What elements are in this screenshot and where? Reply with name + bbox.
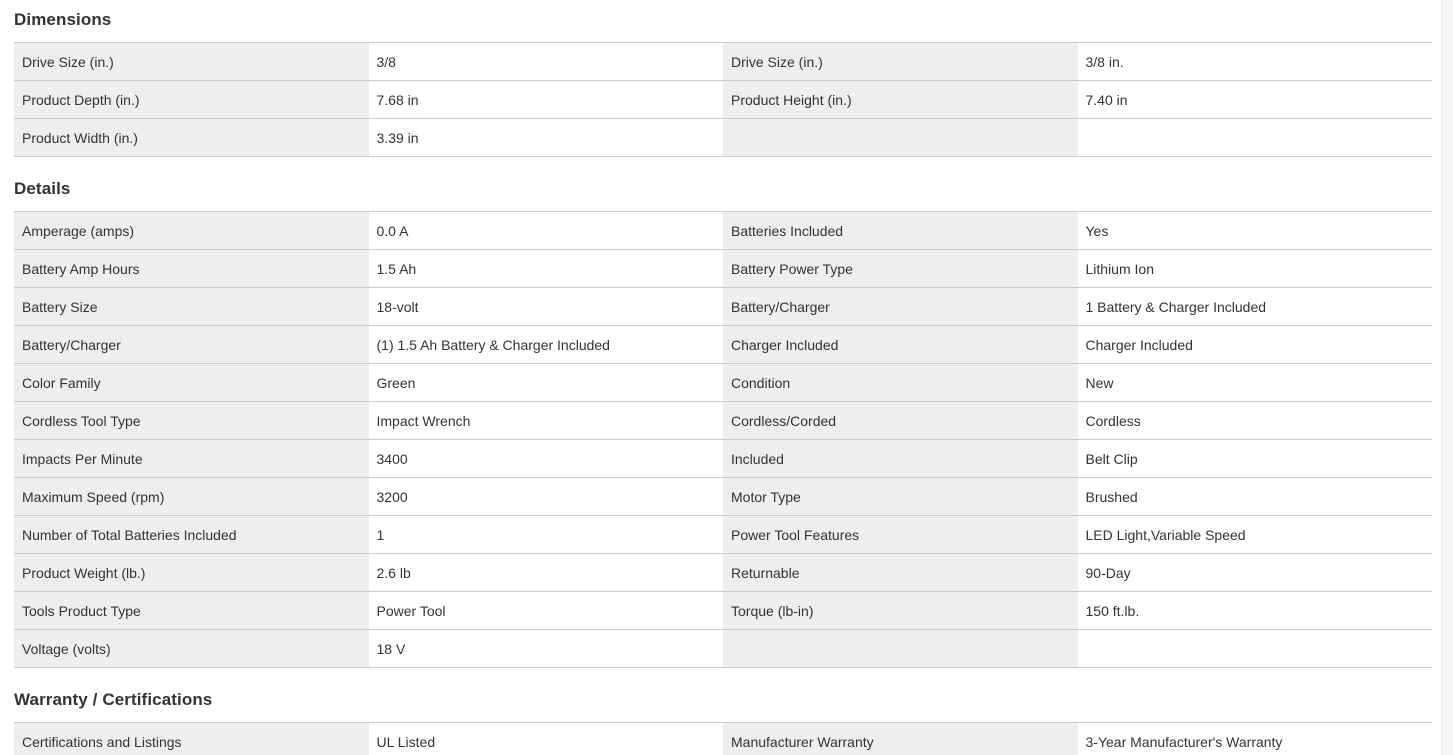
spec-value: 2.6 lb: [369, 554, 724, 591]
spec-label: Batteries Included: [723, 212, 1078, 249]
spec-value: Charger Included: [1078, 326, 1433, 363]
section-title: Warranty / Certifications: [14, 690, 213, 709]
spec-label: Impacts Per Minute: [14, 440, 369, 477]
spec-value: 3/8: [369, 43, 724, 80]
section-title: Dimensions: [14, 10, 112, 29]
spec-value: 3/8 in.: [1078, 43, 1433, 80]
spec-value: New: [1078, 364, 1433, 401]
spec-value: 0.0 A: [369, 212, 724, 249]
spec-label: Certifications and Listings: [14, 723, 369, 755]
spec-label: Product Depth (in.): [14, 81, 369, 118]
spec-label: Battery/Charger: [14, 326, 369, 363]
spec-label: Cordless Tool Type: [14, 402, 369, 439]
table-row: [14, 402, 1432, 440]
table-row: [14, 250, 1432, 288]
spec-label: Battery/Charger: [723, 288, 1078, 325]
section-details: [14, 179, 1432, 668]
spec-value: LED Light,Variable Speed: [1078, 516, 1433, 553]
spec-value: Belt Clip: [1078, 440, 1433, 477]
spec-label: Torque (lb-in): [723, 592, 1078, 629]
spec-label: Condition: [723, 364, 1078, 401]
spec-label: Battery Power Type: [723, 250, 1078, 287]
table-row: [14, 554, 1432, 592]
spec-value: Lithium Ion: [1078, 250, 1433, 287]
spec-value: 18-volt: [369, 288, 724, 325]
table-row: [14, 326, 1432, 364]
table-row: [14, 364, 1432, 402]
table-row: [14, 212, 1432, 250]
spec-value: 3.39 in: [369, 119, 724, 156]
spec-label: [723, 119, 1078, 156]
table-row: [14, 630, 1432, 668]
section-title: Details: [14, 179, 71, 198]
section-dimensions: [14, 10, 1432, 157]
section-warranty-certifications: [14, 690, 1432, 755]
spec-table: [14, 211, 1432, 668]
spec-value: Cordless: [1078, 402, 1433, 439]
table-row: [14, 516, 1432, 554]
spec-label: Voltage (volts): [14, 630, 369, 667]
spec-value: 150 ft.lb.: [1078, 592, 1433, 629]
spec-label: Amperage (amps): [14, 212, 369, 249]
spec-label: Battery Amp Hours: [14, 250, 369, 287]
spec-value: 7.68 in: [369, 81, 724, 118]
spec-label: Product Height (in.): [723, 81, 1078, 118]
spec-value: 3-Year Manufacturer's Warranty: [1078, 723, 1433, 755]
spec-label: Maximum Speed (rpm): [14, 478, 369, 515]
spec-label: Product Width (in.): [14, 119, 369, 156]
spec-table: [14, 42, 1432, 157]
scrollbar-track[interactable]: [1441, 0, 1453, 755]
spec-value: Yes: [1078, 212, 1433, 249]
spec-label: Included: [723, 440, 1078, 477]
spec-value: 1 Battery & Charger Included: [1078, 288, 1433, 325]
table-row: [14, 723, 1432, 755]
spec-label: Drive Size (in.): [723, 43, 1078, 80]
table-row: [14, 478, 1432, 516]
spec-label: Number of Total Batteries Included: [14, 516, 369, 553]
spec-value: (1) 1.5 Ah Battery & Charger Included: [369, 326, 724, 363]
spec-value: [1078, 630, 1433, 667]
table-row: [14, 43, 1432, 81]
spec-table: [14, 722, 1432, 755]
table-row: [14, 119, 1432, 157]
spec-label: Cordless/Corded: [723, 402, 1078, 439]
spec-label: Battery Size: [14, 288, 369, 325]
spec-value: [1078, 119, 1433, 156]
spec-label: Power Tool Features: [723, 516, 1078, 553]
spec-value: Impact Wrench: [369, 402, 724, 439]
specifications: [14, 10, 1432, 755]
spec-value: 7.40 in: [1078, 81, 1433, 118]
table-row: [14, 81, 1432, 119]
spec-label: Returnable: [723, 554, 1078, 591]
spec-label: Charger Included: [723, 326, 1078, 363]
spec-label: Drive Size (in.): [14, 43, 369, 80]
spec-value: UL Listed: [369, 723, 724, 755]
spec-value: 3400: [369, 440, 724, 477]
spec-value: Green: [369, 364, 724, 401]
spec-label: Product Weight (lb.): [14, 554, 369, 591]
spec-value: Brushed: [1078, 478, 1433, 515]
spec-value: 1.5 Ah: [369, 250, 724, 287]
spec-label: Tools Product Type: [14, 592, 369, 629]
table-row: [14, 592, 1432, 630]
spec-value: 1: [369, 516, 724, 553]
table-row: [14, 288, 1432, 326]
spec-label: [723, 630, 1078, 667]
spec-value: Power Tool: [369, 592, 724, 629]
spec-label: Manufacturer Warranty: [723, 723, 1078, 755]
spec-label: Color Family: [14, 364, 369, 401]
spec-label: Motor Type: [723, 478, 1078, 515]
spec-value: 3200: [369, 478, 724, 515]
spec-value: 90-Day: [1078, 554, 1433, 591]
spec-value: 18 V: [369, 630, 724, 667]
table-row: [14, 440, 1432, 478]
